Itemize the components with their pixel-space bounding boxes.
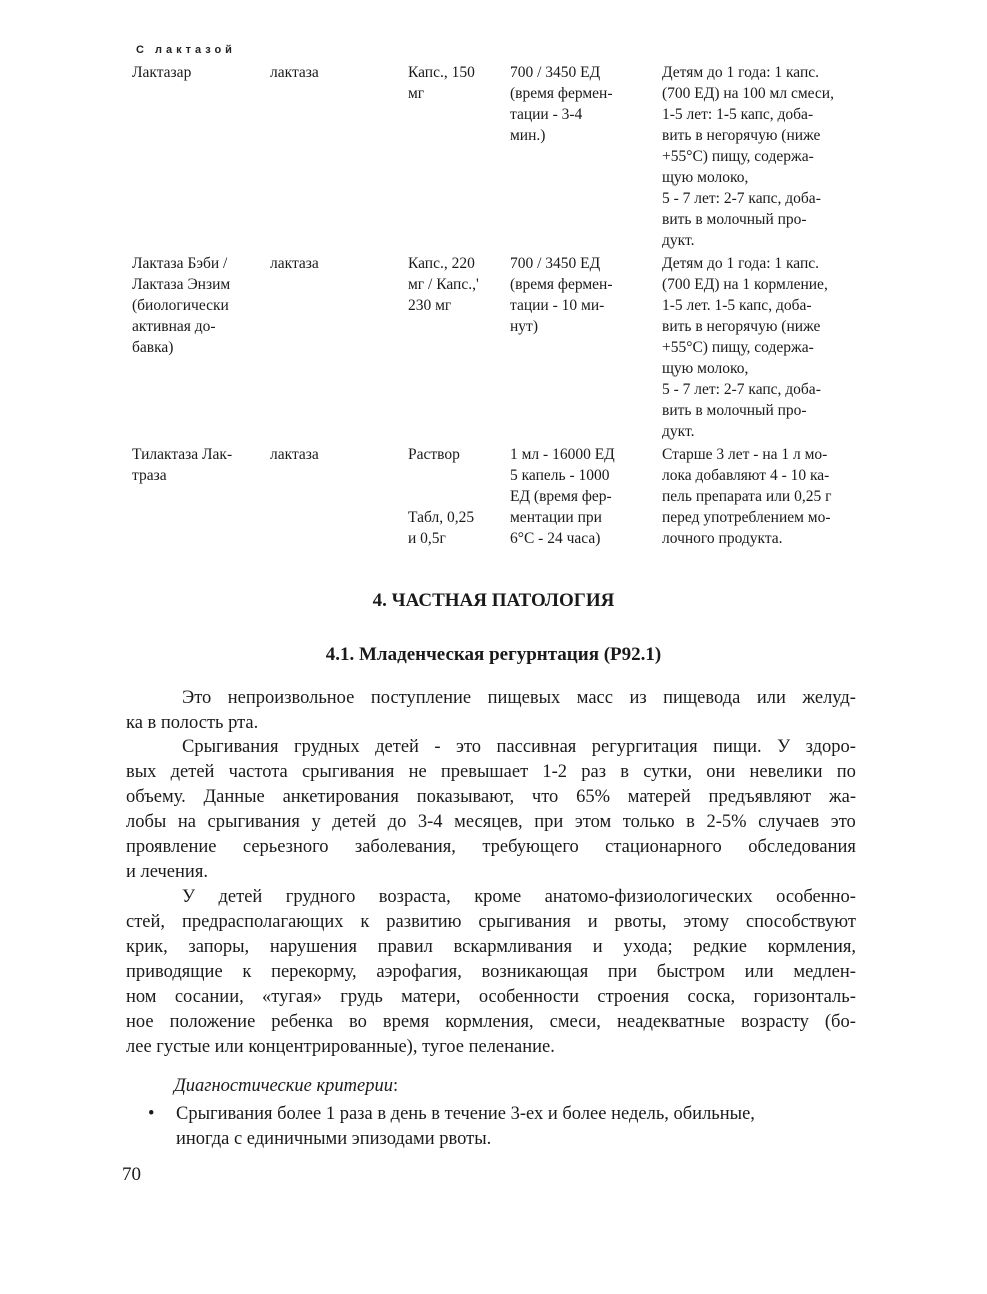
- drug-name-line: Тилактаза Лак-: [132, 446, 233, 463]
- dosage-line: вить в негорячую (ниже: [662, 127, 821, 144]
- word: неадекватные: [616, 1012, 725, 1032]
- word: срыгивания: [207, 812, 300, 832]
- word: регургитация: [591, 737, 698, 757]
- activity-line: ментации при: [510, 509, 602, 526]
- word: только: [622, 812, 675, 832]
- word: 65%: [576, 787, 610, 807]
- word: редкие: [693, 937, 747, 957]
- word: к: [360, 912, 370, 932]
- dosage-line: пель препарата или 0,25 г: [662, 488, 832, 505]
- word: ном: [126, 987, 157, 1007]
- word: невелики: [749, 762, 823, 782]
- dosage-line: лочного продукта.: [662, 530, 783, 547]
- activity-line: 700 / 3450 ЕД: [510, 64, 601, 81]
- chapter-title: 4. ЧАСТНАЯ ПАТОЛОГИЯ: [372, 590, 615, 611]
- word: масс: [576, 688, 613, 708]
- dosage-line: вить в негорячую (ниже: [662, 318, 821, 335]
- bullet-line: Срыгивания более 1 раза в день в течение 3-ех и более недель, обильные,: [176, 1104, 755, 1124]
- dosage-line: щую молоко,: [662, 169, 749, 186]
- word: желуд-: [802, 688, 856, 708]
- dosage-line: вить в молочный про-: [662, 211, 807, 228]
- word: стей,: [126, 912, 166, 932]
- drug-name-line: траза: [132, 467, 167, 484]
- word: сутки,: [643, 762, 693, 782]
- dosage-line: (700 ЕД) на 1 кормление,: [662, 276, 828, 293]
- word: они: [706, 762, 736, 782]
- word: детей: [375, 737, 419, 757]
- release-form-line: Раствор: [408, 446, 460, 463]
- cell-dosage: [662, 62, 862, 251]
- activity-line: мин.): [510, 127, 546, 144]
- word: срыгивания: [478, 912, 571, 932]
- word: приводящие: [126, 962, 223, 982]
- paragraph-line: [126, 1010, 856, 1035]
- dosage-line: дукт.: [662, 423, 695, 440]
- paragraph-line: [126, 810, 856, 835]
- activity-line: ЕД (время фер-: [510, 488, 612, 505]
- word: пассивная: [496, 737, 577, 757]
- cell-drug-name: [128, 62, 270, 251]
- form-gap: [408, 465, 504, 507]
- word: до: [387, 812, 407, 832]
- word: возрасту: [740, 1012, 809, 1032]
- word: аэрофагия,: [376, 962, 462, 982]
- word: требующего: [482, 837, 579, 857]
- paragraph-line: [126, 686, 856, 711]
- word: раз: [581, 762, 607, 782]
- word: из: [629, 688, 647, 708]
- word: заболевания,: [354, 837, 456, 857]
- word: пищи.: [713, 737, 762, 757]
- release-form-line: Капс., 150: [408, 64, 475, 81]
- word: Это: [182, 688, 212, 708]
- cell-drug-name: [128, 253, 270, 442]
- word: при: [607, 962, 637, 982]
- activity-line: (время фермен-: [510, 276, 613, 293]
- word: случаев: [758, 812, 820, 832]
- word: развитию: [386, 912, 462, 932]
- word: особенности: [478, 987, 580, 1007]
- word: особенно-: [776, 887, 856, 907]
- paragraph-line: [126, 910, 856, 935]
- word: ребенка: [271, 1012, 333, 1032]
- word: что: [531, 787, 559, 807]
- word: вскармливания: [453, 937, 573, 957]
- word: перекорму,: [271, 962, 357, 982]
- activity-line: 6°С - 24 часа): [510, 530, 601, 547]
- paragraph-line: [126, 935, 856, 960]
- table-row: [128, 444, 862, 549]
- word: или: [744, 962, 774, 982]
- release-form-line: Капс., 220: [408, 255, 475, 272]
- paragraph-line: [126, 735, 856, 760]
- activity-line: 700 / 3450 ЕД: [510, 255, 601, 272]
- word: крик,: [126, 937, 168, 957]
- word: или: [756, 688, 786, 708]
- word: вых: [126, 762, 157, 782]
- word: анатомо-физиологических: [544, 887, 753, 907]
- paragraph-causes: [126, 885, 856, 1060]
- word: матерей: [627, 787, 691, 807]
- word: быстром: [656, 962, 725, 982]
- word: обследования: [748, 837, 856, 857]
- cell-ingredient: лактаза: [270, 446, 319, 463]
- word: здоро-: [805, 737, 856, 757]
- word: жа-: [828, 787, 856, 807]
- dosage-line: 1-5 лет: 1-5 капс, доба-: [662, 106, 814, 123]
- word: при: [534, 812, 564, 832]
- word: предрасполагающих: [181, 912, 344, 932]
- word: месяцев,: [454, 812, 523, 832]
- cell-activity: [504, 444, 662, 549]
- drug-name-line: Лактаза Энзим: [132, 276, 231, 293]
- criteria-label: [174, 1076, 398, 1097]
- word: детей: [218, 887, 263, 907]
- dosage-line: вить в молочный про-: [662, 402, 807, 419]
- dosage-line: дукт.: [662, 232, 695, 249]
- word: 3-4: [417, 812, 443, 832]
- word: (бо-: [824, 1012, 856, 1032]
- bullet-mark: •: [148, 1104, 155, 1124]
- row-spacer: [128, 549, 862, 551]
- word: строения: [597, 987, 670, 1007]
- word: возникающая: [481, 962, 589, 982]
- paragraph-line: ка в полость рта.: [126, 713, 259, 733]
- word: смеси,: [549, 1012, 601, 1032]
- word: способствуют: [745, 912, 856, 932]
- activity-line: нут): [510, 318, 538, 335]
- word: ное: [126, 1012, 154, 1032]
- word: проявление: [126, 837, 217, 857]
- word: и: [587, 912, 598, 932]
- word: грудь: [340, 987, 383, 1007]
- dosage-line: +55°С) пищу, содержа-: [662, 148, 814, 165]
- release-form-line: и 0,5г: [408, 530, 446, 547]
- row-spacer-cell: [128, 549, 862, 551]
- word: Данные: [203, 787, 265, 807]
- word: 2-5%: [706, 812, 747, 832]
- word: анкетирования: [282, 787, 399, 807]
- drug-table: [128, 62, 862, 551]
- word: к: [242, 962, 252, 982]
- cell-release-form: [408, 253, 504, 442]
- cell-dosage: [662, 444, 862, 549]
- word: грудных: [293, 737, 360, 757]
- section-title: 4.1. Младенческая регурнтация (Р92.1): [325, 644, 662, 665]
- word: Срыгивания: [182, 737, 279, 757]
- paragraph-line: [126, 985, 856, 1010]
- word: запоры,: [188, 937, 250, 957]
- word: этом: [574, 812, 612, 832]
- activity-line: (время фермен-: [510, 85, 613, 102]
- word: «тугая»: [262, 987, 322, 1007]
- word: срыгивания: [301, 762, 395, 782]
- word: грудного: [285, 887, 356, 907]
- word: медлен-: [793, 962, 856, 982]
- dosage-line: лока добавляют 4 - 10 ка-: [662, 467, 830, 484]
- release-form-line: мг / Капс.,': [408, 276, 479, 293]
- bullet-text: [176, 1102, 858, 1152]
- dosage-line: Детям до 1 года: 1 капс.: [662, 255, 820, 272]
- dosage-line: +55°С) пищу, содержа-: [662, 339, 814, 356]
- word: матери,: [401, 987, 461, 1007]
- word: показывают,: [416, 787, 515, 807]
- word: горизонталь-: [753, 987, 856, 1007]
- word: -: [434, 737, 441, 757]
- word: кормления,: [767, 937, 856, 957]
- activity-line: тации - 10 ми-: [510, 297, 605, 314]
- word: по: [836, 762, 856, 782]
- cell-ingredient: лактаза: [270, 255, 319, 272]
- word: частота: [228, 762, 288, 782]
- word: лобы: [126, 812, 167, 832]
- word: время: [382, 1012, 430, 1032]
- word: не: [408, 762, 427, 782]
- dosage-line: Детям до 1 года: 1 капс.: [662, 64, 820, 81]
- word: кормления,: [445, 1012, 534, 1032]
- word: этому: [683, 912, 730, 932]
- release-form-line: Табл, 0,25: [408, 509, 475, 526]
- word: пищевода: [663, 688, 741, 708]
- word: сосании,: [174, 987, 244, 1007]
- word: предъявляют: [708, 787, 812, 807]
- cell-dosage: [662, 253, 862, 442]
- word: у: [311, 812, 321, 832]
- cell-release-form: [408, 444, 504, 549]
- activity-line: 5 капель - 1000: [510, 467, 610, 484]
- word: стационарного: [605, 837, 722, 857]
- release-form-line: мг: [408, 85, 425, 102]
- drug-name-line: (биологически: [132, 297, 229, 314]
- word: детей: [170, 762, 215, 782]
- word: рвоты,: [614, 912, 667, 932]
- word: детей: [332, 812, 377, 832]
- paragraph-line: лее густые или концентрированные), тугое пеленание.: [126, 1037, 555, 1057]
- release-form-line: 230 мг: [408, 297, 452, 314]
- paragraph-line: [126, 760, 856, 785]
- dosage-line: щую молоко,: [662, 360, 749, 377]
- activity-line: 1 мл - 16000 ЕД: [510, 446, 615, 463]
- drug-name-line: Лактаза Бэби /: [132, 255, 228, 272]
- word: в: [686, 812, 695, 832]
- table-row: [128, 62, 862, 251]
- cell-activity: [504, 62, 662, 251]
- criteria-label-colon: :: [392, 1076, 399, 1096]
- word: ухода;: [623, 937, 673, 957]
- word: объему.: [126, 787, 186, 807]
- cell-drug-name: [128, 444, 270, 549]
- paragraph-line: и лечения.: [126, 862, 208, 882]
- word: во: [348, 1012, 367, 1032]
- word: положение: [169, 1012, 256, 1032]
- bullet-line: иногда с единичными эпизодами рвоты.: [176, 1129, 492, 1149]
- word: поступление: [370, 688, 472, 708]
- word: возраста,: [378, 887, 451, 907]
- word: это: [830, 812, 856, 832]
- drug-name-line: бавка): [132, 339, 174, 356]
- criteria-label-text: Диагностические критерии: [174, 1076, 393, 1096]
- dosage-line: Старше 3 лет - на 1 л мо-: [662, 446, 828, 463]
- word: У: [182, 887, 196, 907]
- criteria-bullet-item: [148, 1102, 858, 1152]
- paragraph-regurgitation: [126, 735, 856, 885]
- word: 1-2: [542, 762, 568, 782]
- paragraph-line: [126, 835, 856, 860]
- dosage-line: 1-5 лет. 1-5 капс, доба-: [662, 297, 812, 314]
- page-number: 70: [122, 1164, 141, 1185]
- word: У: [777, 737, 791, 757]
- word: на: [177, 812, 196, 832]
- word: серьезного: [242, 837, 329, 857]
- word: непроизвольное: [227, 688, 355, 708]
- paragraph-line: [126, 960, 856, 985]
- dosage-line: 5 - 7 лет: 2-7 капс, доба-: [662, 381, 821, 398]
- word: превышает: [440, 762, 529, 782]
- header-fragment: С лактазой: [136, 44, 236, 56]
- paragraph-line: [126, 885, 856, 910]
- activity-line: тации - 3-4: [510, 106, 583, 123]
- drug-name-line: Лактазар: [132, 64, 192, 81]
- cell-ingredient: лактаза: [270, 64, 319, 81]
- paragraph-line: [126, 785, 856, 810]
- cell-release-form: [408, 62, 504, 251]
- word: правил: [377, 937, 433, 957]
- word: пищевых: [487, 688, 561, 708]
- word: соска,: [687, 987, 736, 1007]
- word: кроме: [474, 887, 522, 907]
- paragraph-definition: [126, 686, 856, 736]
- dosage-line: перед употреблением мо-: [662, 509, 831, 526]
- dosage-line: (700 ЕД) на 100 мл смеси,: [662, 85, 834, 102]
- table-row: [128, 253, 862, 442]
- word: нарушения: [269, 937, 357, 957]
- cell-activity: [504, 253, 662, 442]
- drug-name-line: активная до-: [132, 318, 216, 335]
- word: в: [620, 762, 629, 782]
- dosage-line: 5 - 7 лет: 2-7 капс, доба-: [662, 190, 821, 207]
- word: и: [592, 937, 603, 957]
- word: это: [456, 737, 482, 757]
